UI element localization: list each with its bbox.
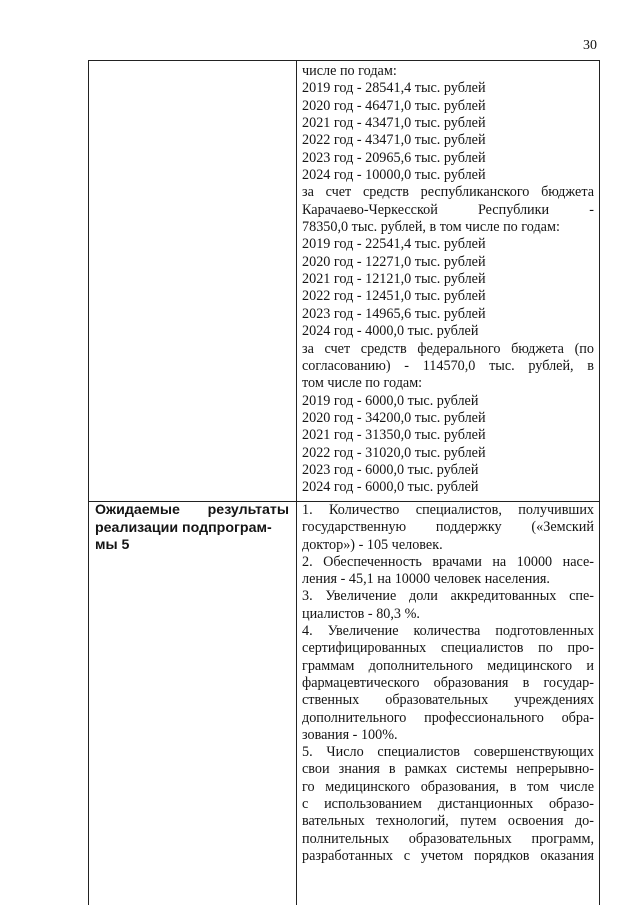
funding-line: 2023 год - 14965,6 тыс. рублей — [302, 305, 486, 322]
funding-line: 2021 год - 31350,0 тыс. рублей — [302, 427, 486, 444]
funding-line: том числе по годам: — [302, 375, 423, 392]
results-cell — [302, 502, 594, 865]
funding-line: 2021 год - 12121,0 тыс. рублей — [302, 271, 486, 288]
funding-cell — [302, 63, 594, 497]
funding-line: 2019 год - 28541,4 тыс. рублей — [302, 80, 486, 97]
result-line: фармацевтического образования в государ- — [302, 674, 594, 691]
result-line: 4. Увеличение количества подготовленных — [302, 623, 594, 640]
results-label-line: мы 5 — [95, 537, 130, 553]
funding-line: 2020 год - 46471,0 тыс. рублей — [302, 97, 486, 114]
result-line: государственную поддержку («Земский — [302, 519, 594, 536]
funding-line: Карачаево-Черкесской Республики - — [302, 201, 594, 218]
result-line: зования - 100%. — [302, 726, 398, 743]
results-label-line: реализации подпрограм- — [95, 519, 272, 536]
column-divider — [296, 61, 297, 905]
result-line: доктор») - 105 человек. — [302, 536, 443, 553]
funding-line: 2024 год - 4000,0 тыс. рублей — [302, 323, 479, 340]
result-line: 3. Увеличение доли аккредитованных спе- — [302, 588, 594, 605]
result-line: ления - 45,1 на 10000 человек населения. — [302, 571, 550, 588]
result-line: свои знания в рамках системы непрерывно- — [302, 761, 594, 778]
result-line: полнительных образовательных программ, — [302, 830, 594, 847]
funding-line: 2022 год - 12451,0 тыс. рублей — [302, 288, 486, 305]
result-line: циалистов - 80,3 %. — [302, 605, 420, 622]
funding-line: 2020 год - 12271,0 тыс. рублей — [302, 253, 486, 270]
funding-line: 2022 год - 43471,0 тыс. рублей — [302, 132, 486, 149]
funding-line: 2019 год - 6000,0 тыс. рублей — [302, 392, 479, 409]
result-line: граммам дополнительного медицинского и — [302, 657, 594, 674]
page-number: 30 — [583, 38, 597, 53]
funding-line: числе по годам: — [302, 63, 397, 79]
result-line: 2. Обеспеченность врачами на 10000 насе- — [302, 553, 594, 570]
result-line: вательных технологий, путем освоения до- — [302, 813, 594, 830]
funding-line: за счет средств федерального бюджета (по — [302, 340, 594, 357]
funding-line: за счет средств республиканского бюджета — [302, 184, 594, 201]
result-line: с использованием дистанционных образо- — [302, 796, 594, 813]
result-line: дополнительного профессионального обра- — [302, 709, 594, 726]
result-line: ственных образовательных учреждениях — [302, 692, 594, 709]
funding-line: 2023 год - 20965,6 тыс. рублей — [302, 149, 486, 166]
program-table — [88, 60, 600, 905]
results-label-cell — [95, 502, 289, 555]
result-line: 1. Количество специалистов, получивших — [302, 502, 594, 518]
funding-line: 2020 год - 34200,0 тыс. рублей — [302, 409, 486, 426]
result-line: 5. Число специалистов совершенствующих — [302, 744, 594, 761]
result-line: сертифицированных специалистов по про- — [302, 640, 594, 657]
result-line: го медицинского образования, в том числе — [302, 778, 594, 795]
results-label-line: Ожидаемые результаты — [95, 502, 289, 518]
funding-line: 2024 год - 6000,0 тыс. рублей — [302, 479, 479, 496]
funding-line: 2021 год - 43471,0 тыс. рублей — [302, 115, 486, 132]
funding-line: согласованию) - 114570,0 тыс. рублей, в — [302, 357, 594, 374]
result-line: разработанных с учетом порядков оказания — [302, 847, 594, 864]
funding-line: 2022 год - 31020,0 тыс. рублей — [302, 444, 486, 461]
funding-line: 2024 год - 10000,0 тыс. рублей — [302, 167, 486, 184]
funding-line: 2019 год - 22541,4 тыс. рублей — [302, 236, 486, 253]
funding-line: 2023 год - 6000,0 тыс. рублей — [302, 461, 479, 478]
funding-line: 78350,0 тыс. рублей, в том числе по годам: — [302, 219, 560, 236]
